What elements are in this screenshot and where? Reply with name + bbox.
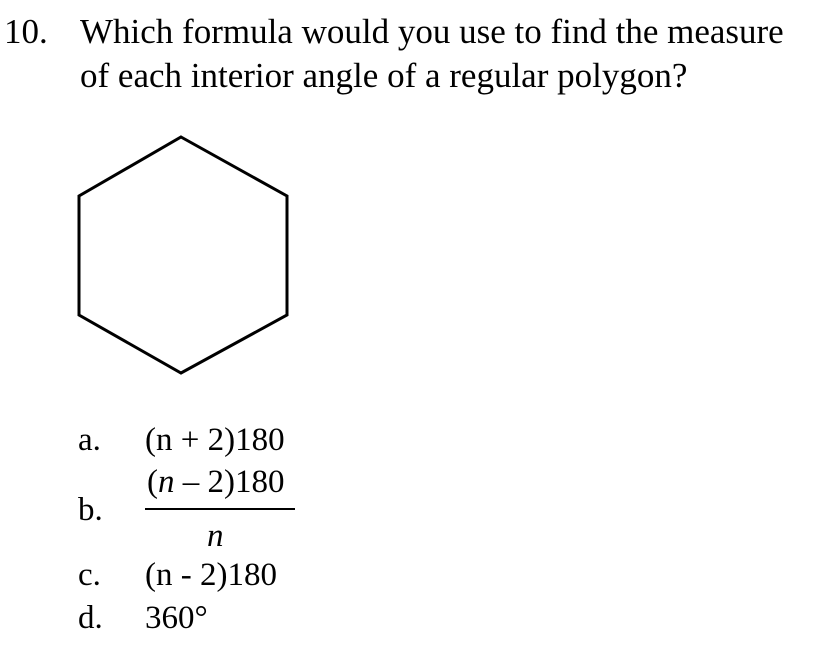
hexagon-figure (70, 130, 300, 380)
hexagon-outline (79, 137, 287, 373)
numerator-rest: – 2)180 (174, 464, 285, 500)
choice-c-formula: (n - 2)180 (145, 557, 277, 593)
numerator-variable: n (158, 464, 175, 500)
fraction-numerator (147, 462, 285, 502)
choice-b-fraction (145, 460, 295, 554)
choice-b-letter: b. (78, 492, 103, 528)
choice-a-formula: (n + 2)180 (145, 422, 285, 458)
choice-c-letter: c. (78, 557, 101, 593)
question-text-line-2: of each interior angle of a regular polygon? (80, 56, 688, 95)
question-number: 10. (4, 12, 48, 51)
choice-d-formula: 360° (145, 600, 208, 636)
choice-d-letter: d. (78, 600, 103, 636)
fraction-denominator: n (207, 518, 224, 554)
question-text-line-1: Which formula would you use to find the measure (80, 12, 784, 51)
choice-a-letter: a. (78, 422, 101, 458)
numerator-open-paren: ( (147, 464, 158, 500)
fraction-bar (145, 508, 295, 510)
